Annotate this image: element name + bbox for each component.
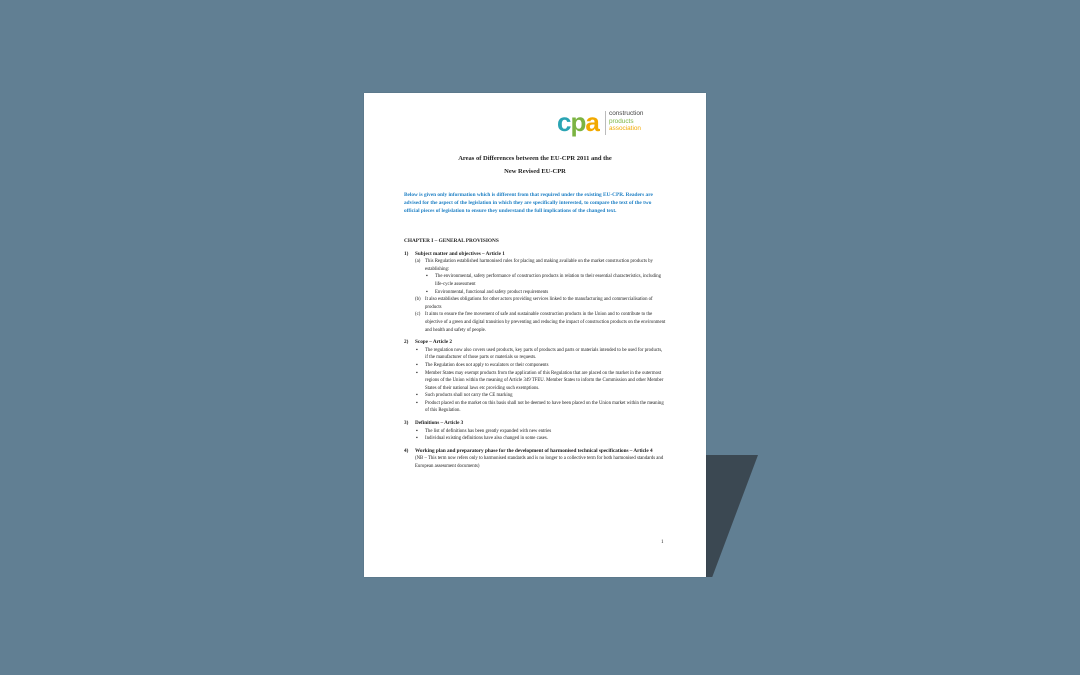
logo-line-2: products — [609, 117, 634, 125]
section-4 — [404, 448, 666, 471]
document-page — [364, 93, 706, 577]
sub-item-c — [415, 311, 666, 334]
logo-divider — [605, 111, 606, 135]
sub-item-a — [415, 258, 666, 273]
logo-line-1: construction — [609, 110, 644, 117]
bullet-item: ▪ Such products shall not carry the CE marking — [415, 392, 666, 400]
section-heading — [404, 448, 666, 456]
sub-label: (c) — [415, 312, 421, 318]
logo-letter-p: p — [570, 107, 586, 137]
bullet-item: ▪ The regulation now also covers used products, key parts of products and parts or materials intended to be used for products, if the manufacturer of those parts or materials so requests. — [415, 347, 666, 362]
section-title: Working plan and preparatory phase for the development of harmonised technical specifications – Article 4 — [415, 447, 653, 454]
sub-item-b — [415, 296, 666, 311]
section-content — [404, 347, 666, 415]
sub-label: (a) — [415, 259, 421, 265]
section-2 — [404, 339, 666, 415]
chapter-heading: CHAPTER I – GENERAL PROVISIONS — [404, 238, 499, 244]
section-heading — [404, 339, 666, 347]
intro-paragraph: Below is given only information which is different from that required under the existing EU-CPR. Readers are advised for the aspect of the legislation in which they are specifically interested, to compare the text of the two official pieces of legislation to ensure they understand the full implications of the changed text. — [404, 192, 653, 215]
logo-line-3: association — [609, 125, 641, 133]
section-heading — [404, 251, 666, 259]
section-heading — [404, 420, 666, 428]
document-title — [384, 152, 686, 178]
sub-text: It also establishes obligations for other actors providing services linked to the manufacturing and commercialisation of products — [425, 297, 653, 310]
section-3 — [404, 420, 666, 443]
section-title: Definitions – Article 3 — [415, 420, 464, 427]
section-number: 4) — [404, 447, 409, 454]
title-line-2: New Revised EU-CPR — [504, 168, 566, 175]
section-title: Scope – Article 2 — [415, 339, 453, 346]
logo-letter-a: a — [585, 107, 599, 137]
section-number: 3) — [404, 420, 409, 427]
page-number: 1 — [661, 540, 664, 545]
logo-mark — [557, 107, 599, 137]
section-number: 2) — [404, 339, 409, 346]
section-content — [404, 428, 666, 443]
bullet-item: ▪ Environmental, functional and safety product requirements — [415, 289, 666, 297]
bullet-item: ▪ Member States may exempt products from the application of this Regulation that are placed on the market in the outermost regions of the Union within the meaning of Article 349 TFEU. Member States to inform the Commission and other Member States of their national laws etc providing such exemptions. — [415, 370, 666, 393]
section-title: Subject matter and objectives – Article 1 — [415, 250, 505, 257]
title-line-1: Areas of Differences between the EU-CPR 2011 and the — [458, 155, 612, 162]
logo-wordmark — [609, 110, 643, 133]
sub-text: This Regulation established harmonised rules for placing and making available on the market construction products by establishing: — [425, 259, 653, 272]
page-shadow — [706, 455, 758, 577]
bullet-item: ▪ Individual existing definitions have also changed in some cases. — [415, 435, 666, 443]
section-note: (NB – This term now refers only to harmonised standards and is no longer to a collective term for both harmonised standards and European assessment documents) — [415, 456, 664, 470]
bullet-item: ▪ The environmental, safety performance of construction products in relation to their essential characteristics, including life-cycle assessment — [415, 273, 666, 288]
section-number: 1) — [404, 250, 409, 257]
bullet-item: ▪ The Regulation does not apply to escalators or their components — [415, 362, 666, 370]
document-body — [404, 238, 666, 476]
sub-label: (b) — [415, 297, 421, 303]
section-content — [404, 258, 666, 334]
sub-text: It aims to ensure the free movement of safe and sustainable construction products in the Union and to contribute to the objective of a green and digital transition by preventing and reducing the impact of construction products on the environment and health and safety of people. — [425, 312, 666, 333]
bullet-item: ▪ Product placed on the market on this basis shall not be deemed to have been placed on the Union market within the meaning of this Regulation. — [415, 400, 666, 415]
logo-letter-c: c — [557, 107, 571, 137]
bullet-item: ▪ The list of definitions has been greatly expanded with new entries — [415, 428, 666, 436]
section-1 — [404, 251, 666, 335]
